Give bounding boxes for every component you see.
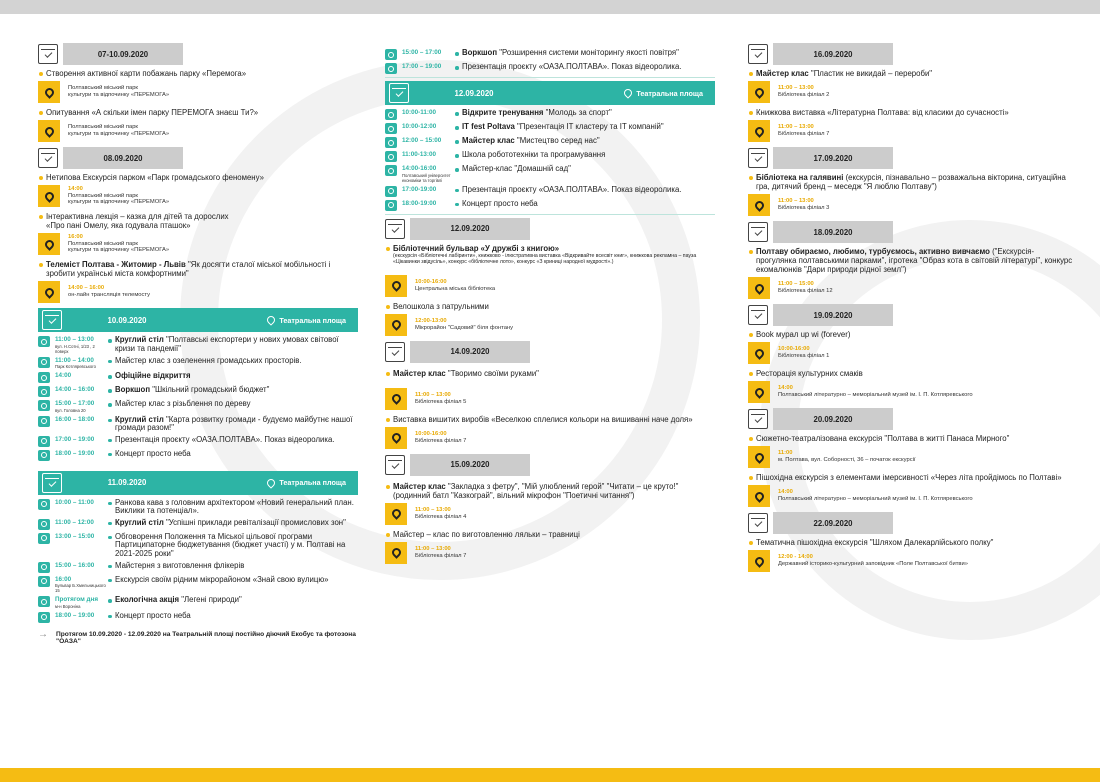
- location-pin-icon: [385, 275, 407, 297]
- location-text: Полтавський міський парк: [68, 240, 138, 247]
- calendar-check-icon: [748, 148, 768, 168]
- event-time: 15:00 – 17:00 вул. Головна 20: [55, 400, 107, 413]
- event-description: Концерт просто неба: [107, 450, 191, 459]
- date-label: 12.09.2020: [410, 218, 530, 240]
- location-pin-icon: [748, 446, 770, 468]
- event-item: Телеміст Полтава - Житомир - Львів "Як досягти сталої мiської мобільності і зробити українські міста комфортними": [38, 260, 358, 278]
- event-time: 17:00 – 19:00: [55, 435, 95, 443]
- location-pin-icon: [748, 342, 770, 364]
- calendar-check-icon: [385, 455, 405, 475]
- date-label: 11.09.2020: [107, 478, 147, 488]
- event-description: Майстер клас з різьблення по дереву: [107, 400, 251, 409]
- location-pin-icon: [748, 550, 770, 572]
- event-time: 11:00 – 13:00 вул. Н.Сотні, 1/23 , 2 поверх: [55, 336, 107, 354]
- event-time: 11:00 – 12:00: [55, 518, 94, 526]
- schedule-row: [38, 612, 358, 623]
- schedule-row: [38, 400, 358, 413]
- location-pin-icon: [38, 281, 60, 303]
- event-item: Книжкова виставка «Літературна Полтава: від класики до сучасності»: [748, 108, 1073, 117]
- event-item: Полтаву обираємо, любимо, турбуємось, активно вивчаємо ("Екскурсія-прогулянка полтавськими парками", ігротека "Образ кота в світовій літературі", конкурс екомалюнків "Дари природи рідної земл"): [748, 247, 1073, 274]
- location-text: Бібліотека філіал 12: [778, 288, 833, 294]
- location-block: [748, 485, 1073, 507]
- event-time: 14:00-16:00 Полтавський університет економіки та торгівлі: [402, 165, 454, 183]
- event-description: Презентація проєкту «ОАЗА.ПОЛТАВА». Показ відеоролика.: [454, 186, 681, 195]
- venue-label: Театральна площа: [267, 316, 346, 325]
- event-time: 10:00-16:00: [778, 346, 810, 353]
- event-item: Бібліотека на галявині (екскурсія, пізнавально – розважальна вікторина, ситуаційна гра, дитячий бренд – меседж "Я люблю Полтаву"): [748, 173, 1073, 191]
- event-time: 11:00 – 13:00: [778, 198, 814, 205]
- location-text: Центральна міська бібліотека: [415, 285, 496, 292]
- location-text: культури та відпочинку «ПЕРЕМОГА»: [68, 199, 170, 206]
- location-block: [748, 81, 1073, 103]
- date-label: 15.09.2020: [410, 454, 530, 476]
- clock-icon: [38, 372, 50, 383]
- event-item: Ресторація культурних смаків: [748, 369, 1073, 378]
- schedule-row: [385, 123, 715, 134]
- schedule-row: [385, 137, 715, 148]
- event-description: Офіційне відкриття: [107, 372, 191, 381]
- event-time: 14:00 – 16:00: [55, 386, 95, 393]
- location-text: Бібліотека філіал 1: [778, 353, 830, 359]
- schedule-row: [38, 499, 358, 516]
- column-3: [748, 40, 1073, 577]
- date-header: [748, 147, 1073, 169]
- schedule-row: [385, 109, 715, 120]
- event-time: 11:00 – 14:00 Парк Котляревського: [55, 357, 107, 370]
- calendar-check-icon: [385, 342, 405, 362]
- schedule-row: [38, 450, 358, 461]
- location-pin-icon: [385, 388, 407, 410]
- schedule-row: [385, 63, 715, 74]
- location-pin-icon: [266, 314, 277, 325]
- clock-icon: [385, 200, 397, 211]
- event-time: 14:00: [68, 186, 83, 193]
- divider: [385, 77, 715, 78]
- event-description: Круглий стіл "Полтавські експортери у нових умовах світової кризи та пандемії": [107, 336, 358, 353]
- event-description: Презентація проєкту «ОАЗА.ПОЛТАВА». Показ відеоролика.: [454, 63, 681, 72]
- location-pin-icon: [748, 81, 770, 103]
- event-place: вул. Головна 20: [55, 407, 86, 413]
- date-header-highlight: [385, 81, 715, 105]
- event-item: Майстер клас "Закладка з фетру", "Мій улюблений герой" "Читати – це круто!" (родинний батл "Казкограй", вільний мікрофон "Поетичні читання"): [385, 482, 715, 500]
- location-pin-icon: [748, 381, 770, 403]
- date-header: [748, 43, 1073, 65]
- venue-label: Театральна площа: [267, 478, 346, 487]
- clock-icon: [38, 400, 50, 411]
- event-time: 12:00 – 15:00: [402, 137, 442, 144]
- column-1: [38, 40, 358, 646]
- event-time: 11:00 – 13:00: [415, 545, 451, 552]
- column-2: [385, 46, 715, 569]
- date-header: [385, 341, 715, 363]
- location-text: Полтавський міський парк: [68, 192, 138, 199]
- date-header: [38, 147, 358, 169]
- event-item: Створення активної карти побажань парку «Перемога»: [38, 69, 358, 78]
- location-block: [748, 277, 1073, 299]
- schedule-10-09: [38, 336, 358, 461]
- clock-icon: [385, 63, 397, 74]
- event-time: 16:00 – 18:00: [55, 415, 95, 423]
- clock-icon: [385, 123, 397, 134]
- event-time: 14:00 – 16:00: [68, 285, 105, 292]
- location-block: [38, 281, 358, 303]
- event-description: Концерт просто неба: [454, 200, 538, 209]
- location-text: Полтавський міський парк: [68, 124, 138, 131]
- event-time: Протягом дня м-н Вороніна: [55, 596, 107, 609]
- event-description: IT fest Poltava "Презентація IT кластеру та IT компаній": [454, 123, 664, 132]
- event-item: Пішохідна екскурсія з елементами імерсивності «Через літа пройдімось по Полтаві»: [748, 473, 1073, 482]
- event-item: Майстер клас "Творимо своїми руками": [385, 369, 715, 378]
- clock-icon: [38, 499, 50, 510]
- location-pin-icon: [623, 87, 634, 98]
- schedule-row: [385, 200, 715, 211]
- location-text: Державний історико-культурний заповідник «Поле Полтавської битви»: [778, 561, 968, 567]
- location-text: он-лайн трансляція телемосту: [68, 292, 151, 298]
- event-item: Майстер клас "Пластик не викидай – перероби": [748, 69, 1073, 78]
- location-block: [38, 120, 358, 142]
- event-time: 10:00-16:00: [415, 430, 447, 437]
- event-time: 13:00 – 15:00: [55, 532, 95, 540]
- calendar-check-icon: [748, 409, 768, 429]
- location-text: Мікрорайон "Садовий" біля фонтану: [415, 324, 514, 331]
- event-time: 11:00-13:00: [402, 151, 436, 158]
- event-time: 10:00 – 11:00: [55, 498, 94, 506]
- event-time: 14:00: [55, 372, 72, 379]
- date-header: [385, 218, 715, 240]
- date-label: 19.09.2020: [773, 304, 893, 326]
- clock-icon: [38, 336, 50, 347]
- calendar-check-icon: [38, 148, 58, 168]
- location-block: [748, 446, 1073, 468]
- schedule-row: [38, 562, 358, 573]
- event-time: 14:00: [778, 385, 793, 392]
- event-description: Майстер клас "Мистецтво серед нас": [454, 137, 600, 146]
- date-header: [748, 221, 1073, 243]
- event-time: 17:00 – 19:00: [402, 63, 442, 70]
- location-block: [38, 81, 358, 103]
- date-header: [748, 512, 1073, 534]
- event-item: Нетипова Екскурсія парком «Парк громадського феномену»: [38, 173, 358, 182]
- location-block: [748, 120, 1073, 142]
- event-time: 11:00: [778, 450, 793, 457]
- clock-icon: [385, 165, 397, 176]
- location-block: [38, 185, 358, 207]
- location-text: Бібліотека філіал 7: [415, 552, 467, 559]
- date-label: 14.09.2020: [410, 341, 530, 363]
- event-time: 16:00 Бульвар Б.Хмельницького 15: [55, 575, 106, 594]
- event-description: Обговорення Положення та Міської цільової програми Партиципаторне бюджетування (бюджет участі) у м. Полтаві на 2021-2025 роки": [107, 533, 358, 559]
- clock-icon: [38, 436, 50, 447]
- clock-icon: [38, 596, 50, 607]
- event-place: м-н Вороніна: [55, 603, 81, 609]
- location-text: Полтавський літературно – меморіальний музей ім. І. П. Котляревського: [778, 496, 973, 502]
- clock-icon: [385, 49, 397, 60]
- event-time: 11:00 – 15:00: [778, 281, 814, 288]
- event-time: 11:00 – 13:00: [415, 391, 451, 398]
- date-label: 17.09.2020: [773, 147, 893, 169]
- event-place: Бульвар Б.Хмельницького 15: [55, 583, 106, 594]
- event-time: 12:00-13:00: [415, 317, 447, 324]
- date-header: [385, 454, 715, 476]
- bottom-band: [0, 768, 1100, 782]
- event-time: 11:00 – 13:00: [778, 85, 814, 92]
- date-header-highlight: [38, 308, 358, 332]
- schedule-row: [38, 372, 358, 383]
- event-item: Велошкола з патрульними: [385, 302, 715, 311]
- clock-icon: [38, 450, 50, 461]
- schedule-row: [38, 336, 358, 354]
- schedule-11-09-continued: [385, 49, 715, 74]
- schedule-row: [38, 436, 358, 447]
- event-time: 11:00 – 13:00: [415, 506, 451, 513]
- clock-icon: [38, 416, 50, 427]
- location-pin-icon: [748, 120, 770, 142]
- location-pin-icon: [385, 427, 407, 449]
- schedule-row: [38, 596, 358, 609]
- event-item: Інтерактивна лекція – казка для дітей та дорослих «Про пані Омелу, яка годувала пташок»: [38, 212, 358, 230]
- event-item: Бібліотечний бульвар «У дружбі з книгою» (екскурсія «Бібліотечні лабіринти», книжково - ілюстративна виставка «Відкривайте всесвіт книг», книжкова рекламна – пауза «Цікавинки звідусіль», конкурс «бібліотечне лото», конкурс «З криниці народної мудрості».): [385, 244, 715, 265]
- clock-icon: [38, 533, 50, 544]
- calendar-check-icon: [38, 44, 58, 64]
- date-header-highlight: [38, 471, 358, 495]
- location-pin-icon: [38, 81, 60, 103]
- event-item: Тематична пішохідна екскурсія "Шляхом Далекарлійського полку": [748, 538, 1073, 547]
- footnote: → Протягом 10.09.2020 - 12.09.2020 на Театральній площі постійно діючий Екобус та фотозона "ОАЗА": [38, 628, 356, 646]
- location-text: Бібліотека філіал 4: [415, 513, 467, 520]
- event-time: 18:00 – 19:00: [55, 449, 95, 457]
- event-description: Воркшоп "Розширення системи моніторингу якості повітря": [454, 49, 679, 58]
- schedule-row: [38, 576, 358, 594]
- clock-icon: [385, 109, 397, 120]
- clock-icon: [385, 186, 397, 197]
- event-description: Майстерня з виготовлення флікерів: [107, 562, 244, 571]
- location-pin-icon: [266, 477, 277, 488]
- event-description: Майстер-клас "Домашній сад": [454, 165, 571, 174]
- clock-icon: [38, 576, 50, 587]
- calendar-check-icon: [389, 83, 409, 103]
- location-text: Бібліотека філіал 2: [778, 92, 830, 98]
- event-description: Відкрите тренування "Молодь за спорт": [454, 109, 612, 118]
- location-pin-icon: [385, 314, 407, 336]
- event-place: вул. Н.Сотні, 1/23 , 2 поверх: [55, 343, 95, 354]
- schedule-row: [38, 533, 358, 559]
- event-item: Сюжетно-театралізована екскурсія "Полтава в житті Панаса Мирного": [748, 434, 1073, 443]
- event-description: Круглий стіл "Карта розвитку громади - будуємо майбутнє нашої громади разом!": [107, 416, 358, 433]
- clock-icon: [385, 151, 397, 162]
- location-pin-icon: [748, 485, 770, 507]
- location-block: [748, 194, 1073, 216]
- location-text: культури та відпочинку «ПЕРЕМОГА»: [68, 92, 170, 98]
- location-text: культури та відпочинку «ПЕРЕМОГА»: [68, 131, 170, 137]
- location-pin-icon: [38, 120, 60, 142]
- schedule-row: [385, 165, 715, 183]
- location-block: [748, 381, 1073, 403]
- location-pin-icon: [748, 277, 770, 299]
- date-header: [748, 408, 1073, 430]
- divider: [385, 214, 715, 215]
- location-block: [385, 388, 715, 410]
- location-block: [385, 542, 715, 564]
- clock-icon: [38, 357, 50, 368]
- event-description: Круглий стіл "Успішні приклади ревіталізації промислових зон": [107, 519, 346, 528]
- calendar-check-icon: [748, 44, 768, 64]
- location-block: [385, 275, 715, 297]
- arrow-right-icon: →: [38, 628, 48, 640]
- schedule-row: [38, 416, 358, 433]
- location-pin-icon: [385, 542, 407, 564]
- event-item: Book мурал up wi (forever): [748, 330, 1073, 339]
- clock-icon: [38, 386, 50, 397]
- schedule-11-09: [38, 499, 358, 623]
- event-description: Майстер клас з озеленення громадських просторів.: [107, 357, 302, 366]
- date-header: [38, 43, 358, 65]
- event-time: 10:00-11:00: [402, 109, 436, 116]
- schedule-row: [38, 519, 358, 530]
- calendar-check-icon: [42, 473, 62, 493]
- event-item: Виставка вишитих виробів «Веселкою сплелися кольори на вишиванні наче доля»: [385, 415, 715, 424]
- event-time: 17:00-19:00: [402, 185, 437, 193]
- date-label: 08.09.2020: [63, 147, 183, 169]
- event-place: Парк Котляревського: [55, 364, 96, 369]
- event-time: 10:00-12:00: [402, 123, 437, 130]
- event-time: 16:00: [68, 234, 83, 241]
- location-text: Бібліотека філіал 7: [415, 437, 467, 444]
- clock-icon: [38, 562, 50, 573]
- location-block: [385, 427, 715, 449]
- location-pin-icon: [385, 503, 407, 525]
- event-description: Школа робототехніки та програмування: [454, 151, 605, 160]
- location-text: Полтавський літературно – меморіальний музей ім. І. П. Котляревського: [778, 392, 973, 398]
- event-description: Ранкова кава з головним архітектором «Новий генеральний план. Виклики та потенціал».: [107, 499, 358, 516]
- clock-icon: [385, 137, 397, 148]
- schedule-12-09: [385, 109, 715, 211]
- event-time: 11:00 – 13:00: [778, 124, 814, 131]
- event-time: 14:00: [778, 489, 793, 496]
- location-block: [385, 503, 715, 525]
- date-header: [748, 304, 1073, 326]
- schedule-row: [385, 186, 715, 197]
- event-time: 15:00 – 16:00: [55, 561, 95, 569]
- event-description: Екскурсія своїм рідним мікрорайоном «Знай свою вулицю»: [107, 576, 329, 585]
- location-block: [748, 342, 1073, 364]
- calendar-check-icon: [748, 513, 768, 533]
- event-description: Концерт просто неба: [107, 612, 191, 621]
- location-pin-icon: [748, 194, 770, 216]
- location-text: Полтавський міський парк: [68, 85, 138, 92]
- event-description: Воркшоп "Шкільний громадський бюджет": [107, 386, 269, 395]
- date-label: 12.09.2020: [454, 88, 494, 98]
- location-text: Бібліотека філіал 5: [415, 398, 467, 405]
- schedule-row: [38, 386, 358, 397]
- location-pin-icon: [38, 233, 60, 255]
- location-text: Бібліотека філіал 7: [778, 131, 830, 137]
- venue-label: Театральна площа: [624, 89, 703, 98]
- event-time: 15:00 – 17:00: [402, 49, 442, 56]
- location-block: [385, 314, 715, 336]
- event-time: 18:00-19:00: [402, 199, 437, 207]
- clock-icon: [38, 519, 50, 530]
- date-label: 16.09.2020: [773, 43, 893, 65]
- location-text: культури та відпочинку «ПЕРЕМОГА»: [68, 247, 170, 254]
- location-pin-icon: [38, 185, 60, 207]
- event-item: Майстер – клас по виготовленню ляльки – травниці: [385, 530, 715, 539]
- clock-icon: [38, 612, 50, 623]
- date-label: 22.09.2020: [773, 512, 893, 534]
- location-block: [38, 233, 358, 255]
- schedule-row: [385, 151, 715, 162]
- location-text: м. Полтава, вул. Соборності, 36 – початок екскурсії: [778, 457, 916, 463]
- event-place: Полтавський університет економіки та торгівлі: [402, 172, 451, 183]
- calendar-check-icon: [42, 310, 62, 330]
- schedule-row: [38, 357, 358, 370]
- event-description: Презентація проєкту «ОАЗА.ПОЛТАВА». Показ відеоролика.: [107, 436, 334, 445]
- location-text: Бібліотека філіал 3: [778, 205, 830, 211]
- location-block: [748, 550, 1073, 572]
- date-label: 10.09.2020: [107, 315, 147, 325]
- date-label: 07-10.09.2020: [63, 43, 183, 65]
- date-label: 20.09.2020: [773, 408, 893, 430]
- event-description: Екологічна акція "Легені природи": [107, 596, 242, 605]
- event-item: Опитування «А скільки імен парку ПЕРЕМОГА знаєш Ти?»: [38, 108, 358, 117]
- calendar-check-icon: [385, 219, 405, 239]
- event-time: 10:00-16:00: [415, 278, 447, 285]
- date-label: 18.09.2020: [773, 221, 893, 243]
- event-time: 18:00 – 19:00: [55, 611, 95, 619]
- top-band: [0, 0, 1100, 14]
- schedule-row: [385, 49, 715, 60]
- event-time: 12:00 - 14:00: [778, 554, 813, 561]
- calendar-check-icon: [748, 222, 768, 242]
- calendar-check-icon: [748, 305, 768, 325]
